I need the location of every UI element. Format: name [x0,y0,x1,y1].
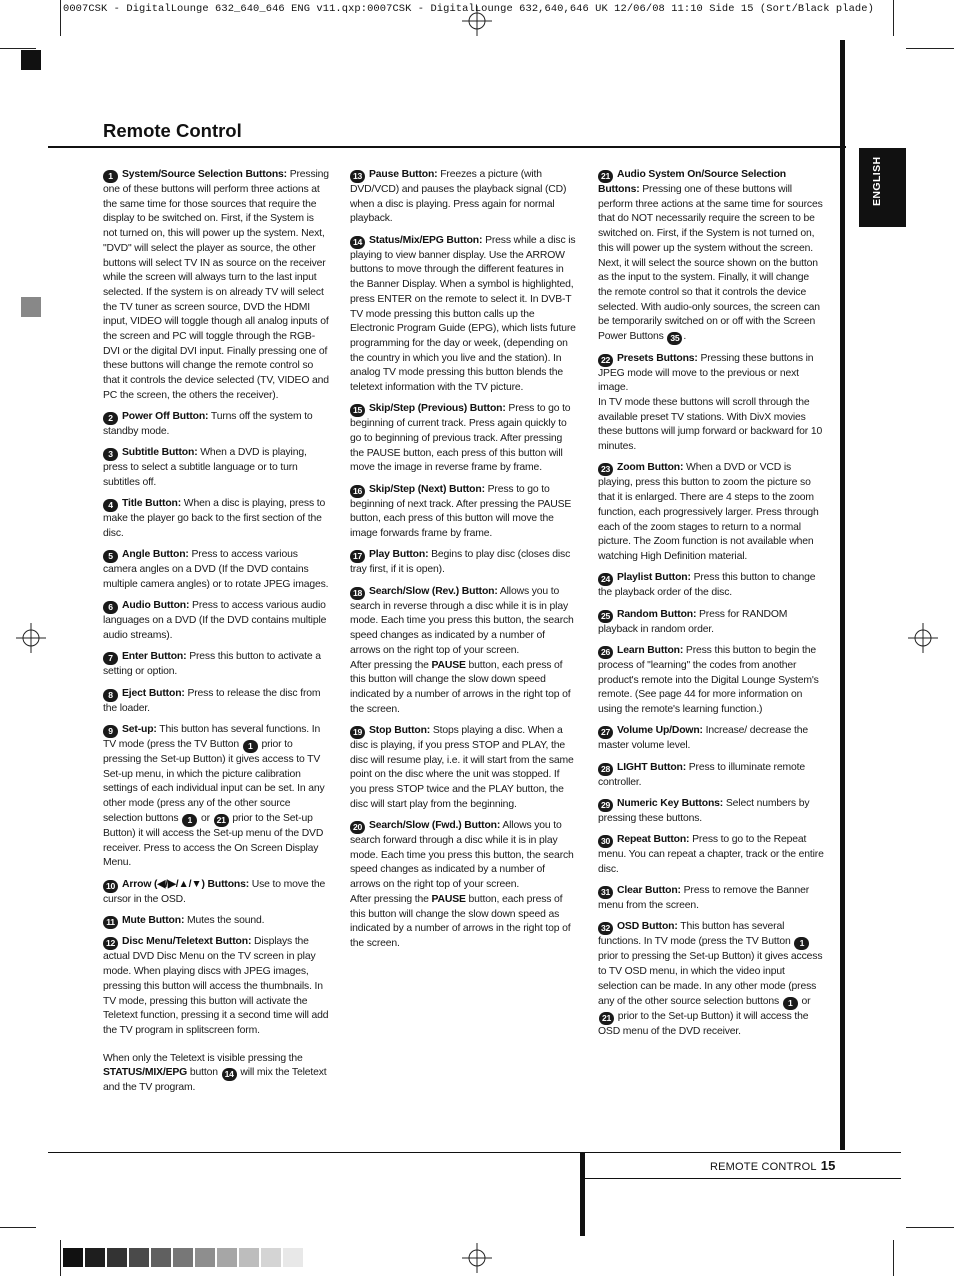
swatch [217,1248,237,1267]
item-16 [350,483,576,542]
item-15 [350,402,576,476]
number-ref-badge: 21 [214,814,229,827]
item-title: Learn Button: [617,644,684,656]
item-text: Freezes a picture (with DVD/VCD) and pauses the playback signal (CD) when a disc is playing. Press again for normal playback. [350,169,567,225]
item-title: Power Off Button: [122,411,209,423]
crop-mark [906,1227,954,1228]
crop-mark [893,1240,894,1276]
text-column-1 [103,168,329,1103]
item-18 [350,585,576,659]
registration-target-icon [16,623,46,653]
number-badge: 28 [598,763,613,776]
item-text: When a DVD or VCD is playing, press this button to zoom the picture so that it is enlarged. There are 4 steps to the zoom function, each progressively larger. Press through each of the zoom stages to return to a normal picture. The Zoom function is not available when watching High Definition material. [598,462,819,562]
number-ref-badge: 1 [783,997,798,1010]
item-text: When a disc is playing, press to make the player go back to the first section of the disc. [103,498,326,540]
text-column-3 [598,168,824,1046]
page-number: 15 [820,1158,836,1173]
number-badge: 32 [598,922,613,935]
number-badge: 26 [598,646,613,659]
item-title: Presets Buttons: [617,352,698,364]
item-text: Press to access various camera angles on a DVD (If the DVD contains multiple camera angles) or to rotate JPEG images. [103,549,329,591]
number-badge: 5 [103,550,118,563]
swatch [151,1248,171,1267]
item-17 [350,548,576,578]
number-badge: 16 [350,485,365,498]
number-ref-badge: 1 [182,814,197,827]
item-title: Disc Menu/Teletext Button: [122,936,252,948]
number-badge: 4 [103,499,118,512]
item-title: Enter Button: [122,651,187,663]
item-title: Search/Slow (Rev.) Button: [369,585,498,597]
item-title: Clear Button: [617,885,681,897]
crop-mark [906,48,954,49]
item-24 [598,571,824,601]
item-28 [598,761,824,791]
item-text: Stops playing a disc. When a disc is playing, if you press STOP and PLAY, the disc will resume play, i.e. it will start from the same point on the disc where the unit was stopped. If you press STOP twice and the PLAY button, the disc will start play from the beginning. [350,724,574,810]
item-27 [598,724,824,754]
item-title: Eject Button: [122,687,185,699]
crop-mark [893,0,894,36]
print-slug-line: 0007CSK - DigitalLounge 632_640_646 ENG v11.qxp:0007CSK - DigitalLounge 632,640,646 UK 12/06/08 11:10 Side 15 (Sort/Black plade) [63,3,874,15]
number-badge: 2 [103,412,118,425]
item-title: Skip/Step (Next) Button: [369,483,485,495]
number-badge: 9 [103,725,118,738]
item-title: System/Source Selection Buttons: [122,169,287,180]
item-text: Turns off the system to standby mode. [103,411,313,438]
item-text: Pressing these buttons in JPEG mode will move to the previous or next image. [598,352,814,394]
number-badge: 11 [103,916,118,929]
number-ref-badge: 21 [599,1012,614,1025]
language-tab [859,148,906,227]
number-badge: 25 [598,610,613,623]
item-title: LIGHT Button: [617,761,687,773]
item-12 [103,935,329,1038]
item-text: button, each press of this button will change the slow down speed indicated by a number of arrows in the right top of the screen. [350,659,571,715]
item-title: Repeat Button: [617,834,690,846]
number-ref-badge: 1 [794,937,809,950]
item-title: Subtitle Button: [122,447,198,459]
item-text: Pressing one of these buttons will perform three actions at the same time for sources that do NOT necessarily require the screen to be switched on. First, if the System is not turned on, this will power up the system without the screen. Next, it will select the source shown on the button as the input to the system. Finally, it will change the remote control so that it controls the device selected. With audio-only sources, the screen can be temporarily switched on or off with the Screen Power Buttons [598,184,823,343]
item-26 [598,644,824,718]
swatch [283,1248,303,1267]
item-text: This button has several functions. In TV mode (press the TV Button [598,921,791,948]
language-tab-label: ENGLISH [871,156,883,206]
item-22 [598,352,824,455]
item-12-note [103,1052,329,1096]
item-title: Angle Button: [122,549,189,561]
item-5 [103,548,329,592]
page-title: Remote Control [103,120,242,141]
footer-section: REMOTE CONTROL [710,1161,817,1173]
item-32 [598,920,824,1039]
item-text: button, each press of this button will change the slow down speed as indicated by a number of arrows in the right top of the screen. [350,893,571,949]
item-text: Press to release the disc from the loader. [103,687,321,714]
item-title: Skip/Step (Previous) Button: [369,403,506,415]
item-text: Select numbers by pressing these buttons. [598,797,810,824]
item-1 [103,168,329,404]
item-20-note [350,893,576,952]
item-title: Audio System On/Source Selection Buttons: [598,169,786,195]
number-badge: 14 [350,236,365,249]
footer-underline [585,1178,901,1179]
number-badge: 23 [598,463,613,476]
swatch [173,1248,193,1267]
number-badge: 17 [350,550,365,563]
item-text: When a DVD is playing, press to select a subtitle language or to turn subtitles off. [103,447,307,489]
crop-mark [60,1240,61,1276]
item-bold: STATUS/MIX/EPG [103,1067,188,1079]
swatch [85,1248,105,1267]
item-9 [103,723,329,871]
black-marker-square [21,50,41,70]
item-10 [103,878,329,908]
item-text: This button has several functions. In TV mode (press the TV Button [103,724,321,751]
item-text: Press for RANDOM playback in random order. [598,608,788,635]
item-6 [103,599,329,643]
item-4 [103,497,329,541]
item-text: Press to go to beginning of next track. After pressing the PAUSE button, each press of this button will move the image forwards frame by frame. [350,483,572,540]
item-text: Begins to play disc (closes disc tray first, if it is open). [350,549,571,576]
number-badge: 18 [350,587,365,600]
item-text: Press this button to activate a setting or option. [103,651,321,678]
item-text: In TV mode these buttons will scroll through the available preset TV stations. With DivX movies these buttons will jump forward or backward for 10 minutes. [598,397,823,453]
item-text: Press to illuminate remote controller. [598,761,805,788]
item-13 [350,168,576,227]
number-ref-badge: 35 [667,332,682,345]
number-badge: 24 [598,573,613,586]
item-text: Press to go to the Repeat menu. You can repeat a chapter, track or the entire disc. [598,834,824,875]
registration-target-icon [908,623,938,653]
number-badge: 15 [350,404,365,417]
item-text: prior to pressing the Set-up Button) it gives access to TV Set-up menu, in which the picture calibration settings of each individual input can be set. In any other mode (press any of the other source selection buttons [103,739,325,824]
item-title: Mute Button: [122,914,185,926]
item-text: Press to go to beginning of current track. Press again quickly to go to beginning of previous track. After pressing the PAUSE button, each press of this button will move the image in reverse frame by frame. [350,403,571,474]
number-badge: 10 [103,880,118,893]
item-title: Random Button: [617,608,697,620]
swatch [195,1248,215,1267]
item-31 [598,884,824,914]
item-text: Press this button to begin the process of "learning" the codes from another product's remote into the Digital Lounge System's remote. (See page 44 for more information on using the remote's learning function.) [598,644,819,715]
item-23 [598,461,824,564]
item-7 [103,650,329,680]
page-edge-bar [840,40,845,1150]
item-text: prior to the Set-up Button) it will access the OSD menu of the DVD receiver. [598,1010,809,1037]
item-title: OSD Button: [617,921,678,933]
item-text: Increase/ decrease the master volume level. [598,725,809,752]
item-20 [350,819,576,893]
item-text: After pressing the [350,893,429,905]
item-25 [598,608,824,638]
item-title: Numeric Key Buttons: [617,797,724,809]
number-badge: 13 [350,170,365,183]
swatch [63,1248,83,1267]
item-title: Search/Slow (Fwd.) Button: [369,820,501,832]
item-text: Use to move the cursor in the OSD. [103,878,326,905]
grey-marker-square [21,297,41,317]
item-text: Displays the actual DVD Disc Menu on the TV screen in play mode. When playing discs with JPEG images, pressing this button will access the thumbnails. In TV mode, pressing this button will activate the Teletext function, pressing it a second time will add the TV program in splitscreen form. [103,936,329,1036]
item-21 [598,168,824,345]
text-column-2 [350,168,576,958]
number-ref-badge: 1 [243,740,258,753]
item-text: Press this button to change the playback order of the disc. [598,572,816,599]
footer-bar [580,1153,585,1236]
swatch [261,1248,281,1267]
item-title: Set-up: [122,724,157,736]
item-30 [598,833,824,877]
item-title: Pause Button: [369,169,438,180]
item-title: Playlist Button: [617,572,691,584]
item-8 [103,687,329,717]
item-text: Allows you to search forward through a disc while it is in play mode. Each time you press this button, the search speed changes as indicated by a number of arrows on the right top of your screen. [350,820,574,891]
item-text: Press to access various audio languages on a DVD (If the DVD contains multiple audio streams). [103,600,327,642]
number-badge: 7 [103,652,118,665]
item-title: Audio Button: [122,600,190,612]
swatch [239,1248,259,1267]
item-18-note [350,659,576,718]
item-title: Volume Up/Down: [617,725,703,737]
item-3 [103,446,329,490]
number-badge: 21 [598,170,613,183]
registration-target-icon [462,1243,492,1273]
item-text: Mutes the sound. [187,914,265,926]
item-text: Allows you to search in reverse through a disc while it is in play mode. Each time you press this button, the search speed changes as indicated by a number of arrows on the right top of your screen. [350,585,574,656]
number-badge: 20 [350,821,365,834]
grey-swatch-strip [63,1248,305,1267]
swatch [129,1248,149,1267]
item-text: When only the Teletext is visible pressing the [103,1052,303,1064]
item-text: prior to pressing the Set-up Button) it gives access to TV OSD menu, in which the video input selection can be made. In any other mode (press any of the other source selection buttons [598,951,823,1007]
item-title: Play Button: [369,549,429,561]
item-2 [103,410,329,440]
item-title: Zoom Button: [617,462,684,474]
number-ref-badge: 14 [222,1068,237,1081]
item-14 [350,234,576,396]
crop-mark [0,48,36,49]
swatch [107,1248,127,1267]
item-11 [103,914,329,929]
number-badge: 30 [598,835,613,848]
footer-rule [48,1152,901,1153]
number-badge: 29 [598,799,613,812]
item-title: Stop Button: [369,724,431,736]
item-text: or [200,812,210,824]
item-bold: PAUSE [431,659,466,671]
registration-target-icon [462,6,492,36]
number-badge: 6 [103,601,118,614]
number-badge: 27 [598,726,613,739]
item-title: Arrow (◀/▶/▲/▼) Buttons: [122,878,250,890]
item-29 [598,797,824,827]
number-badge: 1 [103,170,118,183]
number-badge: 8 [103,689,118,702]
item-text: Pressing one of these buttons will perform three actions at the same time for those sources that require the display to be switched on. First, if the System is not turned on, this will power up the system. Next, "DVD" will select the player as source, the other buttons will select TV IN as source on the receiver while the screen will always turn to the last input selected. If the system is on already TV will select the TV tuner as screen source, DVD the HDMI input, VIDEO will toggle though all analog inputs of the screen and PC will toggle through the RGB-DVI or the digital DVI input. Finally pressing one of these buttons will change the remote control so that it controls the device selected (TV, VIDEO and PC the screen, the others the receiver). [103,169,329,401]
item-text: . [683,331,687,343]
item-text: or [801,995,811,1007]
item-title: Title Button: [122,498,182,510]
number-badge: 22 [598,354,613,367]
number-badge: 31 [598,886,613,899]
page-footer [710,1158,836,1173]
number-badge: 3 [103,448,118,461]
item-text: Press to remove the Banner menu from the screen. [598,885,810,912]
item-text: After pressing the [350,659,429,671]
number-badge: 12 [103,937,118,950]
item-text: button [189,1067,218,1079]
title-rule [48,146,846,148]
item-19 [350,724,576,813]
item-title: Status/Mix/EPG Button: [369,234,483,246]
item-bold: PAUSE [431,893,466,905]
crop-mark [60,0,61,36]
crop-mark [0,1227,36,1228]
item-text: will mix the Teletext and the TV program. [103,1067,327,1094]
item-text: Press while a disc is playing to view banner display. Use the ARROW buttons to move through the different features in the Banner Display. When a symbol is highlighted, press ENTER on the remote to select it. In DVB-T TV mode pressing this button calls up the Electronic Program Guide (EPG), which lists future programming for the day or week, (depending on the country in which you live and the station). In analog TV mode pressing this button blends the teletext information with the TV picture. [350,234,576,394]
number-badge: 19 [350,726,365,739]
item-text: prior to the Set-up Button) it will access the Set-up menu of the DVD receiver. Press to access the On Screen Display Menu. [103,812,324,869]
